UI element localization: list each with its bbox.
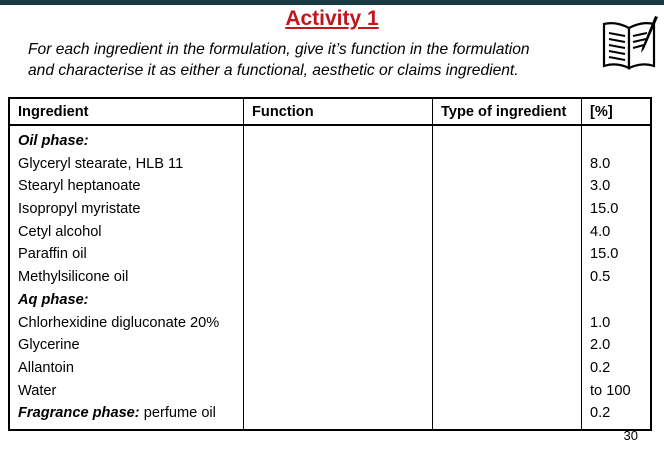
table-header-row	[9, 98, 651, 125]
instruction-line-1: For each ingredient in the formulation, give it’s function in the formulation	[28, 41, 530, 58]
percent-value: 0.2	[590, 359, 611, 376]
section-fragrance-phase: Fragrance phase:	[18, 405, 140, 422]
ingredient-name: Glycerine	[18, 337, 80, 354]
percent-value: 2.0	[590, 337, 611, 354]
ingredient-name: Chlorhexidine digluconate 20%	[18, 314, 220, 331]
header-type: Type of ingredient	[433, 98, 582, 125]
percent-column	[582, 125, 652, 430]
page-number: 30	[623, 428, 638, 443]
percent-value: 0.2	[590, 405, 611, 422]
ingredient-name: Stearyl heptanoate	[18, 178, 141, 195]
percent-value: 3.0	[590, 178, 611, 195]
ingredient-name: Isopropyl myristate	[18, 201, 141, 218]
instruction-line-2: and characterise it as either a functional, aesthetic or claims ingredient.	[28, 62, 519, 79]
section-aq-phase: Aq phase:	[18, 291, 89, 308]
header-percent: [%]	[582, 98, 652, 125]
open-book-pen-icon	[600, 14, 660, 72]
percent-value: 1.0	[590, 314, 611, 331]
percent-value	[590, 289, 644, 312]
type-column	[433, 125, 582, 430]
instructions	[28, 39, 603, 81]
ingredient-table	[8, 97, 652, 431]
percent-value: 0.5	[590, 269, 611, 286]
page-title: Activity 1	[285, 7, 379, 30]
percent-value: 15.0	[590, 201, 619, 218]
percent-value: 8.0	[590, 155, 611, 172]
ingredient-name: Cetyl alcohol	[18, 223, 102, 240]
ingredient-column	[9, 125, 244, 430]
section-oil-phase: Oil phase:	[18, 133, 89, 149]
percent-value	[590, 130, 644, 153]
ingredient-name: Glyceryl stearate, HLB 11	[18, 155, 184, 172]
header-function: Function	[244, 98, 433, 125]
header-ingredient: Ingredient	[9, 98, 244, 125]
top-accent-bar	[0, 0, 664, 5]
ingredient-name: Allantoin	[18, 359, 74, 376]
percent-value: 15.0	[590, 246, 619, 263]
ingredient-name	[18, 402, 237, 425]
ingredient-name: Paraffin oil	[18, 246, 87, 263]
ingredient-name: Methylsilicone oil	[18, 269, 129, 286]
percent-value: to 100	[590, 382, 631, 399]
fragrance-ingredient: perfume oil	[139, 405, 216, 422]
ingredient-name: Water	[18, 382, 57, 399]
percent-value: 4.0	[590, 223, 611, 240]
function-column	[244, 125, 433, 430]
